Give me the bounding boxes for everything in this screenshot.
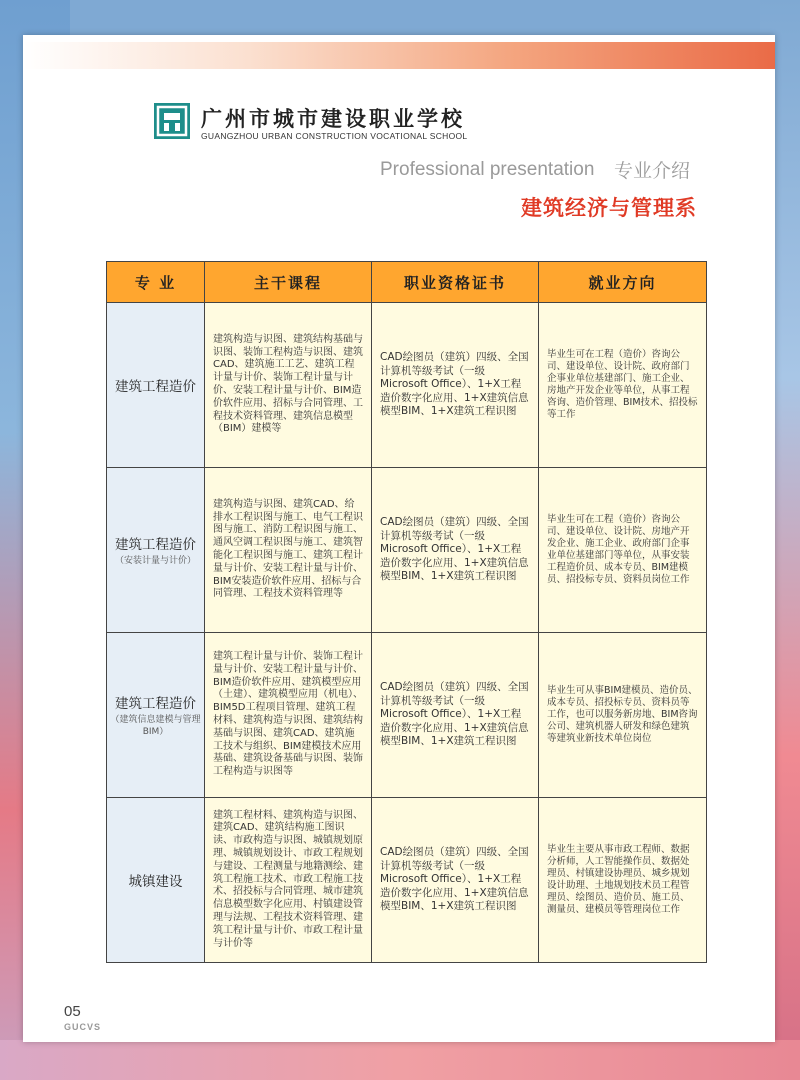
courses-cell: 建筑构造与识图、建筑CAD、给排水工程识图与施工、电气工程识图与施工、消防工程识图与施工、通风空调工程识图与施工、建筑智能化工程识图与施工、建筑工程计量与计价、安装工程计量与计价、BIM安装造价软件应用、招标与合同管理、工程技术资料管理等	[205, 468, 372, 633]
major-cell	[107, 798, 205, 963]
header-major: 专 业	[107, 262, 205, 303]
header-courses: 主干课程	[205, 262, 372, 303]
major-cell	[107, 303, 205, 468]
background-bottom-strip	[0, 1040, 800, 1080]
major-name: 建筑工程造价	[115, 536, 196, 553]
department-title: 建筑经济与管理系	[521, 196, 697, 220]
school-name-en: GUANGZHOU URBAN CONSTRUCTION VOCATIONAL SCHOOL	[201, 131, 468, 141]
courses-cell: 建筑工程计量与计价、装饰工程计量与计价、安装工程计量与计价、BIM造价软件应用、建筑模型应用（土建）、建筑模型应用（机电）、BIM5D工程项目管理、建筑工程材料、建筑构造与识图、建筑结构基础与识图、建筑CAD、建筑施工技术与组织、BIM建模技术应用基础、建筑设备基础与识图、装饰工程构造与识图等	[205, 633, 372, 798]
section-title-cn: 专业介绍	[614, 160, 691, 182]
courses-cell: 建筑构造与识图、建筑结构基础与识图、装饰工程构造与识图、建筑CAD、建筑施工工艺、建筑工程计量与计价、装饰工程计量与计价、安装工程计量与计价、BIM造价软件应用、招标与合同管理、工程技术资料管理、建筑信息模型（BIM）建模等	[205, 303, 372, 468]
certificate-cell: CAD绘图员（建筑）四级、全国计算机等级考试（一级Microsoft Office）、1+X工程造价数字化应用、1+X建筑信息模型BIM、1+X建筑工程识图	[372, 633, 539, 798]
certificate-cell: CAD绘图员（建筑）四级、全国计算机等级考试（一级Microsoft Office）、1+X工程造价数字化应用、1+X建筑信息模型BIM、1+X建筑工程识图	[372, 798, 539, 963]
table-row	[107, 798, 707, 963]
page-number: 05	[64, 1003, 81, 1020]
major-name: 建筑工程造价	[115, 695, 196, 712]
employment-cell: 毕业生可从事BIM建模员、造价员、成本专员、招投标专员、资料员等工作，也可以服务新房地、BIM咨询公司、建筑机器人研发和绿色建筑等建筑业新技术单位岗位	[539, 633, 707, 798]
school-logo-icon	[154, 103, 190, 139]
program-table	[106, 261, 707, 963]
major-cell	[107, 468, 205, 633]
top-color-stripe	[23, 42, 775, 69]
employment-cell: 毕业生可在工程（造价）咨询公司、建设单位、设计院、房地产开发企业、施工企业、政府部门企事业单位基建部门等单位，从事安装工程造价员、成本专员、BIM建模员、招投标专员、资料员岗位工作	[539, 468, 707, 633]
footer-code: GUCVS	[64, 1022, 102, 1032]
school-name-cn: 广州市城市建设职业学校	[201, 106, 465, 131]
major-subtitle: （建筑信息建模与管理BIM）	[110, 714, 201, 737]
certificate-cell: CAD绘图员（建筑）四级、全国计算机等级考试（一级Microsoft Office）、1+X工程造价数字化应用、1+X建筑信息模型BIM、1+X建筑工程识图	[372, 468, 539, 633]
major-name: 建筑工程造价	[115, 379, 196, 395]
table-row	[107, 633, 707, 798]
header-employment: 就业方向	[539, 262, 707, 303]
table-row	[107, 303, 707, 468]
employment-cell: 毕业生主要从事市政工程师、数据分析师，人工智能操作员、数据处理员、村镇建设协理员、城乡规划设计助理、土地规划技术员工程管理员、绘图员、造价员、施工员、测量员、建模员等管理岗位工作	[539, 798, 707, 963]
employment-cell: 毕业生可在工程（造价）咨询公司、建设单位、设计院、政府部门企事业单位基建部门、施工企业、房地产开发企业等单位，从事工程咨询、造价管理、BIM技术、招投标等工作	[539, 303, 707, 468]
major-cell	[107, 633, 205, 798]
header-certificates: 职业资格证书	[372, 262, 539, 303]
certificate-cell: CAD绘图员（建筑）四级、全国计算机等级考试（一级Microsoft Office）、1+X工程造价数字化应用、1+X建筑信息模型BIM、1+X建筑工程识图	[372, 303, 539, 468]
brochure-page	[23, 35, 775, 1042]
major-subtitle: （安装计量与计价）	[114, 555, 196, 566]
table-row	[107, 468, 707, 633]
section-title-en: Professional presentation	[380, 159, 595, 180]
major-name: 城镇建设	[128, 874, 183, 890]
courses-cell: 建筑工程材料、建筑构造与识图、建筑CAD、建筑结构施工图识读、市政构造与识图、城镇规划原理、城镇规划设计、市政工程规划与建设、工程测量与地籍测绘、建筑工程施工技术、市政工程施工技术、招投标与合同管理、城市建筑信息模型数字化应用、村镇建设管理与法规、工程技术资料管理、建筑工程计量与计价、市政工程计量与计价等	[205, 798, 372, 963]
table-header-row	[107, 262, 707, 303]
